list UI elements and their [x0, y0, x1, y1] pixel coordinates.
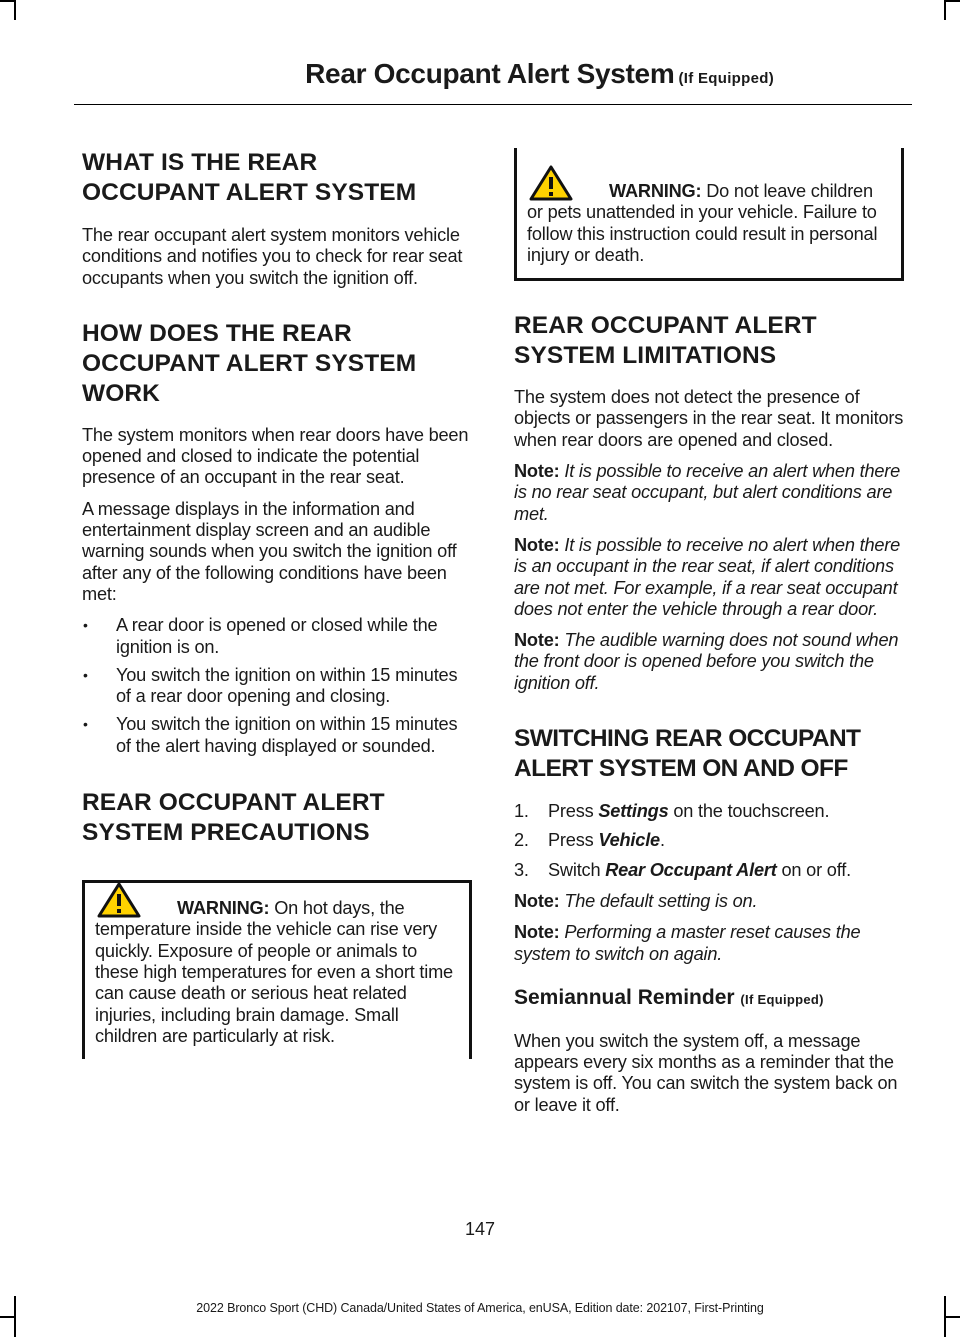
how-paragraph-1: The system monitors when rear doors have been opened and closed to indicate the potential presence of an occupant in the rear seat.	[82, 424, 469, 488]
limitations-paragraph: The system does not detect the presence of objects or passengers in the rear seat. It monitors when rear doors are opened and closed.	[514, 387, 904, 450]
step-text: Press	[548, 801, 599, 822]
crop-mark	[14, 0, 16, 20]
note-text: The audible warning does not sound when the front door is opened before you switch the ignition off.	[514, 630, 899, 693]
reminder-paragraph: When you switch the system off, a message appears every six months as a reminder that the system is off. You can switch the system back on or leave it off.	[514, 1030, 898, 1115]
warning-box-unattended	[514, 148, 904, 281]
crop-mark	[944, 0, 960, 2]
how-heading	[82, 319, 472, 409]
reminder-heading-text: Semiannual Reminder	[514, 985, 735, 1009]
step-text: Switch	[548, 859, 606, 880]
note-2	[514, 535, 904, 620]
limitations-heading-line2: SYSTEM LIMITATIONS	[514, 342, 777, 370]
warning-body: Do not leave children or pets unattended in your vehicle. Failure to follow this instruction could result in personal injury or death.	[527, 181, 878, 265]
what-heading-line2: OCCUPANT ALERT SYSTEM	[82, 179, 417, 206]
limitations-heading	[514, 311, 904, 371]
step-emphasis: Vehicle	[598, 830, 660, 851]
list-item	[514, 830, 904, 851]
warning-unattended-text	[527, 178, 893, 266]
limitations-heading-line1: REAR OCCUPANT ALERT	[514, 312, 817, 340]
crop-mark	[944, 1316, 960, 1318]
conditions-list	[82, 615, 472, 757]
how-heading-line1: HOW DOES THE REAR	[82, 319, 352, 347]
step-text: on the touchscreen.	[668, 801, 830, 822]
what-paragraph: The rear occupant alert system monitors vehicle conditions and notifies you to check for rear seat occupants when you switch the ignition off.	[82, 225, 463, 288]
list-item: • You switch the ignition on within 15 minutes of a rear door opening and closing.	[82, 665, 472, 708]
warning-box-heat	[82, 880, 472, 1059]
how-heading-line3: WORK	[82, 379, 160, 407]
right-column	[514, 148, 904, 1116]
step-number: 2.	[514, 830, 529, 851]
step-text: .	[659, 830, 665, 851]
note-5	[514, 922, 904, 965]
crop-mark	[944, 0, 946, 20]
note-label: Note:	[514, 890, 560, 911]
list-item	[514, 801, 904, 822]
header-title-suffix: (If Equipped)	[678, 70, 774, 87]
reminder-heading	[514, 985, 904, 1013]
what-heading-line1: WHAT IS THE REAR	[82, 149, 318, 176]
precautions-heading	[82, 788, 472, 848]
warning-triangle-icon	[555, 178, 605, 200]
warning-heat-text	[95, 895, 461, 1047]
left-column	[82, 148, 472, 1059]
what-heading	[82, 148, 472, 208]
switching-heading-line1: SWITCHING REAR OCCUPANT	[514, 725, 861, 753]
switching-heading-line2: ALERT SYSTEM ON AND OFF	[514, 755, 848, 783]
note-label: Note:	[514, 922, 560, 943]
step-text: Press	[548, 830, 599, 851]
warning-body: On hot days, the temperature inside the vehicle can rise very quickly. Exposure of people or animals to these high temperatures for even a short time can cause death or serious heat related injuries, including brain damage. Small children are particularly at risk.	[95, 898, 453, 1046]
note-4	[514, 891, 904, 912]
note-text: It is possible to receive an alert when there is no rear seat occupant, but alert conditions are met.	[514, 461, 901, 524]
note-1	[514, 461, 904, 525]
step-number: 3.	[514, 859, 529, 880]
precautions-heading-line1: REAR OCCUPANT ALERT	[82, 789, 385, 817]
reminder-heading-suffix: (If Equipped)	[740, 991, 824, 1007]
header-divider	[74, 104, 912, 105]
list-item: • You switch the ignition on within 15 minutes of the alert having displayed or sounded.	[82, 714, 472, 757]
step-emphasis: Settings	[598, 801, 669, 822]
page-footer: 2022 Bronco Sport (CHD) Canada/United States of America, enUSA, Edition date: 202107, First-Printing	[196, 1301, 764, 1315]
list-item	[514, 860, 904, 881]
note-label: Note:	[514, 630, 560, 651]
note-label: Note:	[514, 461, 560, 482]
step-text: on or off.	[776, 859, 851, 880]
steps-list	[514, 801, 904, 881]
page-number: 147	[464, 1219, 496, 1239]
note-text: Performing a master reset causes the system to switch on again.	[514, 922, 861, 964]
warning-label: WARNING:	[177, 898, 270, 919]
page-header-title	[305, 58, 774, 90]
step-emphasis: Rear Occupant Alert	[605, 859, 777, 880]
note-3	[514, 630, 904, 694]
precautions-heading-line2: SYSTEM PRECAUTIONS	[82, 819, 370, 847]
note-label: Note:	[514, 534, 560, 555]
header-title-text: Rear Occupant Alert System	[305, 58, 675, 89]
step-number: 1.	[514, 801, 529, 822]
switching-heading	[514, 724, 904, 784]
how-heading-line2: OCCUPANT ALERT SYSTEM	[82, 349, 417, 377]
list-item: • A rear door is opened or closed while the ignition is on.	[82, 615, 472, 658]
note-text: The default setting is on.	[559, 890, 758, 911]
note-text: It is possible to receive no alert when there is an occupant in the rear seat, if alert conditions are not met. For example, if a rear seat occupant does not enter the vehicle through a rear door.	[514, 534, 901, 619]
warning-triangle-icon	[123, 895, 173, 917]
how-paragraph-2: A message displays in the information and entertainment display screen and an audible warning sounds when you switch the ignition off after any of the following conditions have been met:	[82, 498, 457, 604]
warning-label: WARNING:	[609, 181, 702, 201]
